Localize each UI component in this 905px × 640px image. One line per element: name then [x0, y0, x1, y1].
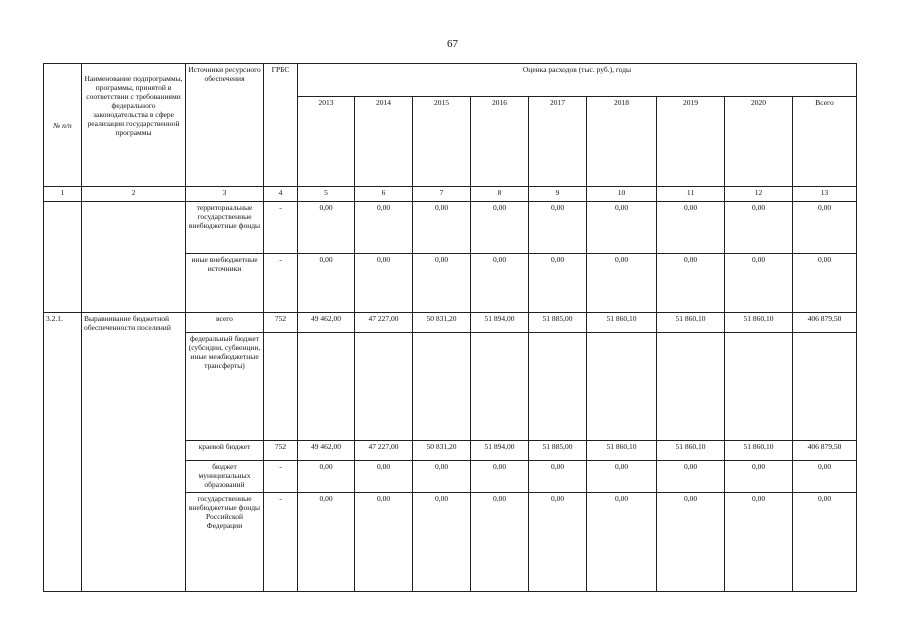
row-value: 0,00 — [355, 493, 413, 592]
row-value: 0,00 — [725, 254, 793, 313]
header-row-top — [44, 64, 857, 97]
row-value: 0,00 — [725, 493, 793, 592]
column-number: 6 — [355, 187, 413, 202]
row-grbs: - — [264, 493, 298, 592]
table-row — [44, 202, 857, 254]
column-number: 11 — [657, 187, 725, 202]
row-value: 0,00 — [657, 493, 725, 592]
header-year: 2013 — [298, 97, 355, 187]
row-value: 49 462,00 — [298, 313, 355, 333]
row-value: 51 885,00 — [529, 313, 587, 333]
row-value: 0,00 — [793, 461, 857, 493]
header-col-source: Источники ресурсного обеспечения — [186, 64, 264, 187]
row-value: 49 462,00 — [298, 441, 355, 461]
row-value — [725, 333, 793, 441]
row-value: 0,00 — [529, 461, 587, 493]
row-source: федеральный бюджет (субсидии, субвенции, иные межбюджетные трансферты) — [186, 333, 264, 441]
row-value: 0,00 — [793, 493, 857, 592]
row-value: 0,00 — [529, 254, 587, 313]
row-value: 51 860,10 — [657, 313, 725, 333]
row-value: 0,00 — [298, 254, 355, 313]
header-col-grbs: ГРБС — [264, 64, 298, 187]
column-number: 4 — [264, 187, 298, 202]
row-value: 51 894,00 — [471, 313, 529, 333]
row-value: 0,00 — [355, 254, 413, 313]
row-value: 0,00 — [471, 254, 529, 313]
row-value: 0,00 — [587, 493, 657, 592]
row-value: 0,00 — [529, 202, 587, 254]
row-value: 0,00 — [793, 254, 857, 313]
column-number: 13 — [793, 187, 857, 202]
row-value: 51 894,00 — [471, 441, 529, 461]
row-grbs — [264, 333, 298, 441]
row-value: 0,00 — [793, 202, 857, 254]
row-value: 0,00 — [657, 254, 725, 313]
row-value — [657, 333, 725, 441]
row-value: 0,00 — [471, 493, 529, 592]
row-value: 47 227,00 — [355, 313, 413, 333]
row-value: 0,00 — [413, 461, 471, 493]
row-value: 0,00 — [298, 493, 355, 592]
row-value — [471, 333, 529, 441]
table-row — [44, 313, 857, 333]
row-value: 0,00 — [471, 202, 529, 254]
row-grbs: - — [264, 254, 298, 313]
header-year: 2015 — [413, 97, 471, 187]
row-value: 0,00 — [355, 202, 413, 254]
row-value: 50 831,20 — [413, 441, 471, 461]
row-value: 51 885,00 — [529, 441, 587, 461]
column-number: 9 — [529, 187, 587, 202]
column-number: 3 — [186, 187, 264, 202]
row-value: 406 879,50 — [793, 313, 857, 333]
row-value: 51 860,10 — [657, 441, 725, 461]
row-name — [82, 202, 186, 313]
row-number: 3.2.1. — [44, 313, 82, 592]
column-number: 12 — [725, 187, 793, 202]
row-grbs: 752 — [264, 441, 298, 461]
header-year: 2016 — [471, 97, 529, 187]
header-year: 2017 — [529, 97, 587, 187]
row-value: 0,00 — [298, 461, 355, 493]
row-source: территориальные государственные внебюджетные фонды — [186, 202, 264, 254]
row-grbs: - — [264, 202, 298, 254]
header-year: 2014 — [355, 97, 413, 187]
header-total: Всего — [793, 97, 857, 187]
row-value: 406 879,50 — [793, 441, 857, 461]
column-number: 2 — [82, 187, 186, 202]
row-value — [529, 333, 587, 441]
header-year: 2019 — [657, 97, 725, 187]
row-source: бюджет муниципальных образований — [186, 461, 264, 493]
header-year: 2020 — [725, 97, 793, 187]
row-value: 0,00 — [587, 254, 657, 313]
header-col-name: Наименование подпрограммы, программы, принятой в соответствии с требованиями федерального законодательства в сфере реализации государственной программы — [82, 64, 186, 187]
page-number: 67 — [447, 38, 458, 50]
header-col-no: № п/п — [44, 64, 82, 187]
row-value: 0,00 — [298, 202, 355, 254]
column-number: 5 — [298, 187, 355, 202]
row-grbs: 752 — [264, 313, 298, 333]
row-value: 0,00 — [529, 493, 587, 592]
row-value: 51 860,10 — [587, 441, 657, 461]
column-number: 8 — [471, 187, 529, 202]
row-source: иные внебюджетные источники — [186, 254, 264, 313]
column-number: 7 — [413, 187, 471, 202]
row-value: 0,00 — [413, 254, 471, 313]
row-value: 0,00 — [657, 461, 725, 493]
row-value: 0,00 — [413, 202, 471, 254]
row-source: государственные внебюджетные фонды Российской Федерации — [186, 493, 264, 592]
row-value: 50 831,20 — [413, 313, 471, 333]
row-value: 0,00 — [587, 461, 657, 493]
row-value — [413, 333, 471, 441]
row-value: 0,00 — [725, 461, 793, 493]
row-value: 0,00 — [587, 202, 657, 254]
row-source: всего — [186, 313, 264, 333]
row-value: 51 860,10 — [725, 441, 793, 461]
row-value — [793, 333, 857, 441]
row-value: 0,00 — [725, 202, 793, 254]
column-number: 1 — [44, 187, 82, 202]
row-value: 0,00 — [355, 461, 413, 493]
row-value: 0,00 — [657, 202, 725, 254]
row-value: 51 860,10 — [587, 313, 657, 333]
row-value: 0,00 — [471, 461, 529, 493]
row-value: 47 227,00 — [355, 441, 413, 461]
budget-table — [43, 63, 857, 592]
row-value — [587, 333, 657, 441]
row-value — [298, 333, 355, 441]
header-col-estimate: Оценка расходов (тыс. руб.), годы — [298, 64, 857, 97]
row-value: 51 860,10 — [725, 313, 793, 333]
row-name: Выравнивание бюджетной обеспеченности поселений — [82, 313, 186, 592]
header-year: 2018 — [587, 97, 657, 187]
row-value: 0,00 — [413, 493, 471, 592]
row-grbs: - — [264, 461, 298, 493]
row-number — [44, 202, 82, 313]
row-value — [355, 333, 413, 441]
column-number: 10 — [587, 187, 657, 202]
column-number-row — [44, 187, 857, 202]
row-source: краевой бюджет — [186, 441, 264, 461]
